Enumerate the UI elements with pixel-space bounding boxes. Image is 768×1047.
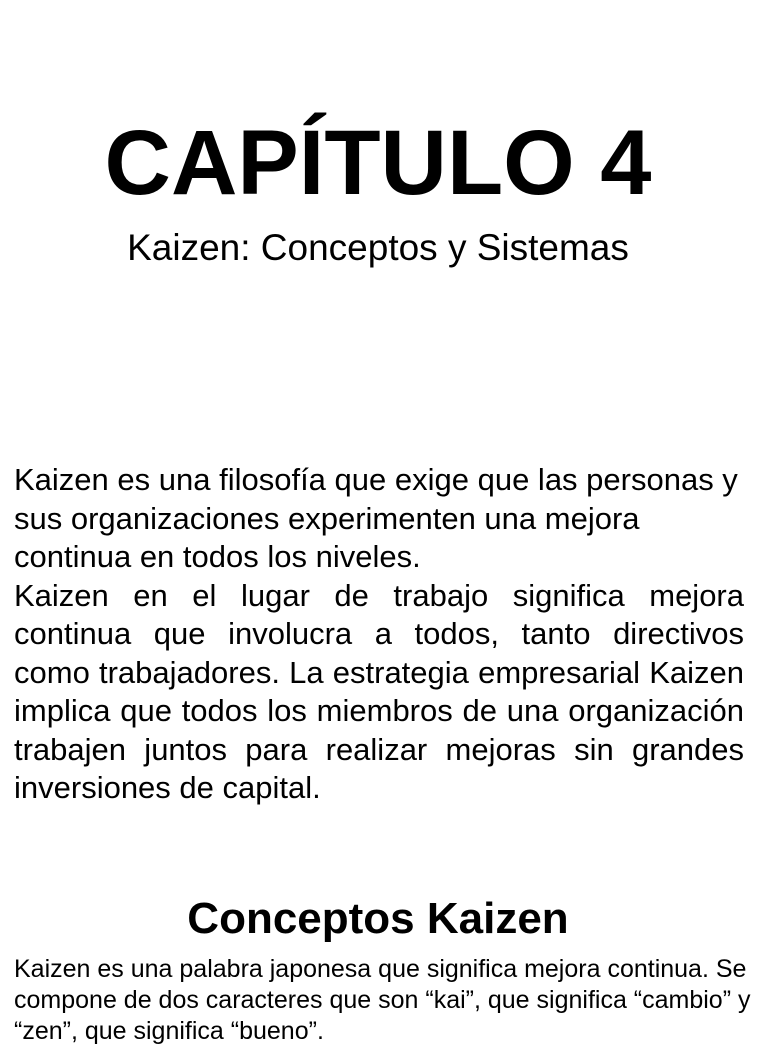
intro-text [14,461,744,808]
intro-paragraph-2: Kaizen en el lugar de trabajo significa mejora continua que involucra a todos, tanto directivos como trabajadores. La estrategia empresarial Kaizen implica que todos los miembros de una organización trabajen juntos para realizar mejoras sin grandes inversiones de capital. [14,577,744,805]
section-heading: Conceptos Kaizen [187,894,569,943]
chapter-title: CAPÍTULO 4 [104,112,652,214]
section-body: Kaizen es una palabra japonesa que significa mejora continua. Se compone de dos caracteres que son “kai”, que significa “cambio” y “zen”, que significa “bueno”. [14,955,751,1045]
chapter-subtitle: Kaizen: Conceptos y Sistemas [127,227,629,268]
intro-paragraph-1: Kaizen es una filosofía que exige que las personas y sus organizaciones experimenten una mejora continua en todos los niveles. [14,462,738,574]
